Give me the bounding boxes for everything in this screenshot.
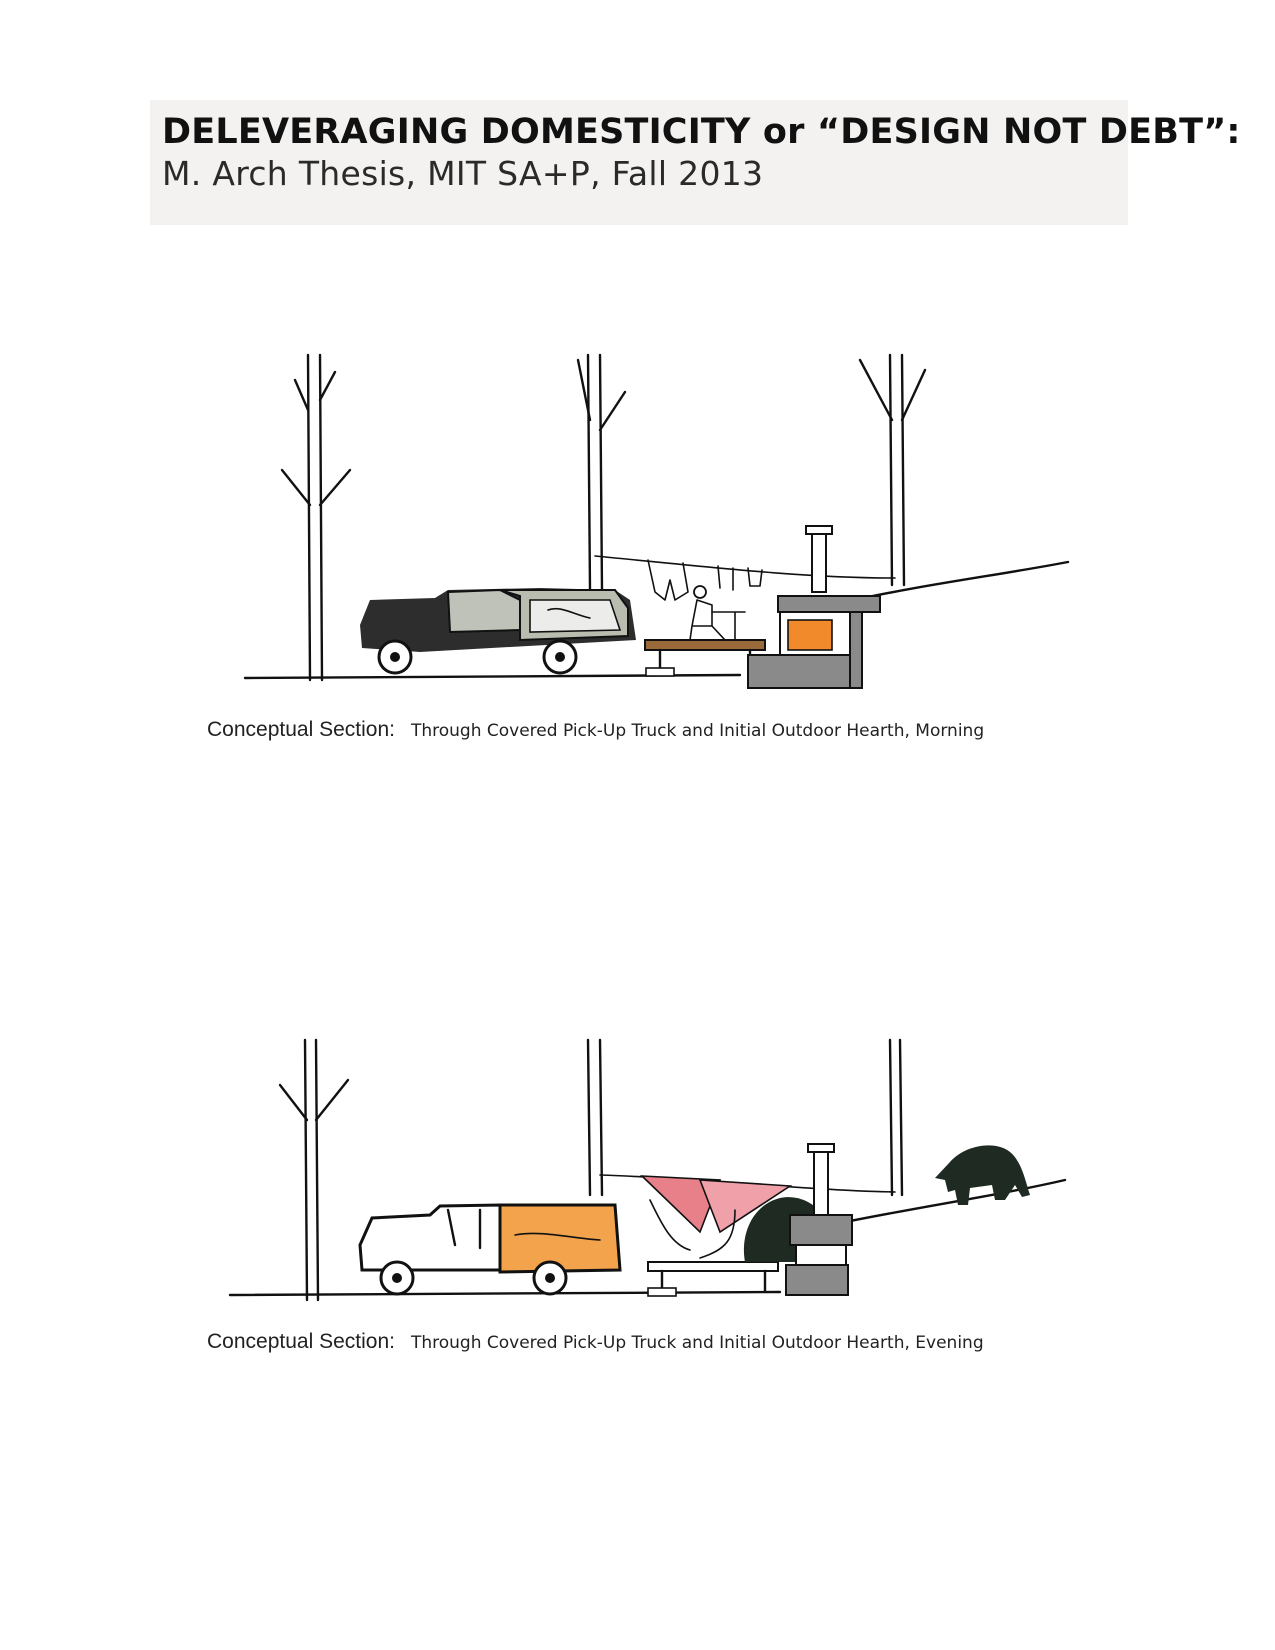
document-subtitle: M. Arch Thesis, MIT SA+P, Fall 2013 xyxy=(162,154,764,193)
caption-label: Conceptual Section: xyxy=(207,718,395,741)
pickup-truck-evening xyxy=(360,1205,620,1294)
caption-evening xyxy=(207,1330,984,1354)
caption-text: Through Covered Pick-Up Truck and Initial Outdoor Hearth, Morning xyxy=(410,721,985,741)
outdoor-hearth-evening xyxy=(786,1144,852,1295)
tree-left-evening xyxy=(280,1040,348,1300)
tree-right-evening xyxy=(890,1040,902,1195)
caption-text: Through Covered Pick-Up Truck and Initial Outdoor Hearth, Evening xyxy=(410,1333,984,1353)
caption-label: Conceptual Section: xyxy=(207,1330,395,1353)
wooden-deck-evening xyxy=(648,1262,778,1296)
ground-line-evening xyxy=(230,1292,780,1295)
document-title: DELEVERAGING DOMESTICITY or “DESIGN NOT DEBT”: xyxy=(162,112,1241,152)
tree-center-evening xyxy=(588,1040,602,1195)
